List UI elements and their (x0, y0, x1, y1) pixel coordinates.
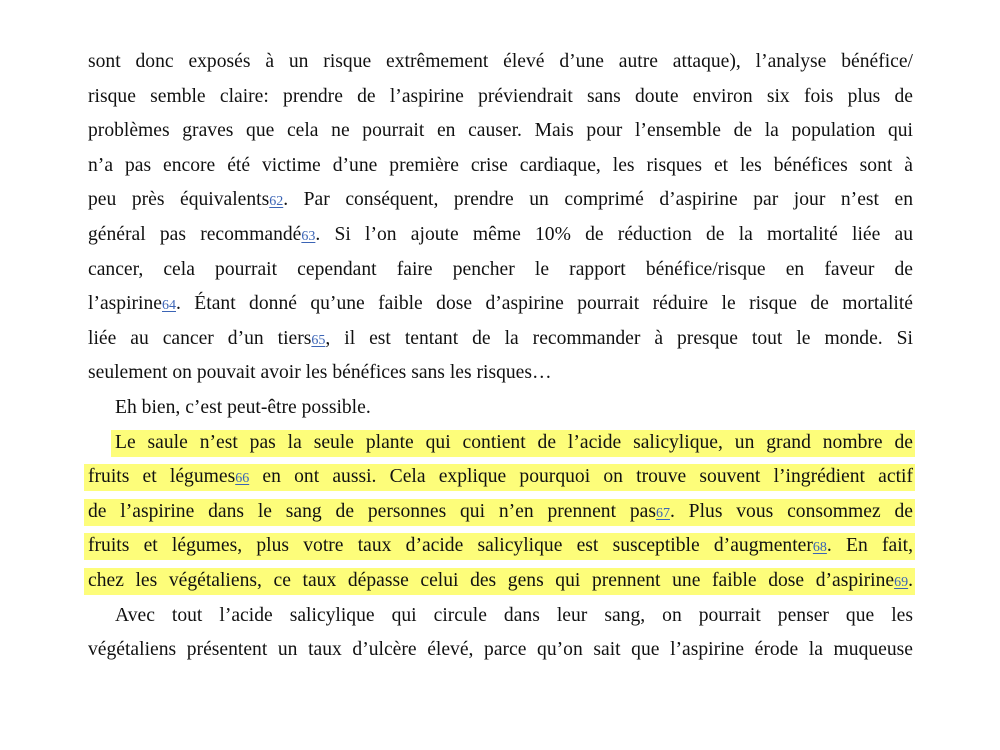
text-span: Avec tout l’acide salicylique qui circule dans leur sang, on pourrait penser que les (115, 604, 913, 626)
text-line (88, 391, 913, 426)
text-span: en ont aussi. Cela explique pourquoi on trouve souvent l’ingrédient actif (249, 466, 913, 488)
footnote-link[interactable]: 63 (301, 228, 316, 244)
footnote-link[interactable]: 62 (269, 194, 284, 210)
text-span: . Par conséquent, prendre un comprimé d’aspirine par jour n’est en (283, 189, 913, 211)
text-span: , il est tentant de la recommander à presque tout le monde. Si (325, 327, 913, 349)
text-line (88, 633, 913, 668)
text-line (88, 356, 913, 391)
text-line (88, 149, 913, 184)
document-page (88, 45, 913, 668)
text-span: peu près équivalents (88, 189, 270, 211)
highlighted-line (88, 495, 913, 530)
footnote-link[interactable]: 64 (162, 298, 176, 314)
text-span: risque semble claire: prendre de l’aspirine préviendrait sans doute environ six fois plus de (88, 85, 913, 107)
text-span: végétaliens présentent un taux d’ulcère élevé, parce qu’on sait que l’aspirine érode la muqueuse (88, 639, 913, 661)
text-span: . En fait, (826, 535, 913, 557)
text-span: liée au cancer d’un tiers (88, 327, 312, 349)
text-span: . Si l’on ajoute même 10% de réduction de la mortalité liée au (315, 223, 913, 245)
highlighted-line (88, 564, 913, 599)
footnote-link[interactable]: 68 (812, 540, 827, 556)
footnote-link[interactable]: 65 (311, 332, 326, 348)
text-span: . Étant donné qu’une faible dose d’aspirine pourrait réduire le risque de mortalité (176, 293, 913, 315)
footnote-link[interactable]: 67 (655, 505, 670, 521)
text-line (88, 80, 913, 115)
text-span: l’aspirine (88, 293, 162, 315)
text-span: problèmes graves que cela ne pourrait en causer. Mais pour l’ensemble de la population qui (88, 120, 913, 142)
highlighted-line (88, 529, 913, 564)
highlighted-line (88, 460, 913, 495)
text-line (88, 287, 913, 322)
text-span: général pas recommandé (88, 223, 302, 245)
text-line (88, 218, 913, 253)
text-line (88, 114, 913, 149)
text-span: cancer, cela pourrait cependant faire pencher le rapport bénéfice/risque en faveur de (88, 258, 913, 280)
text-line (88, 45, 913, 80)
text-line (88, 322, 913, 357)
text-span: . Plus vous consommez de (669, 500, 913, 522)
text-span: seulement on pouvait avoir les bénéfices sans les risques… (88, 362, 552, 384)
footnote-link[interactable]: 69 (894, 574, 909, 590)
text-span: fruits et légumes (88, 466, 236, 488)
text-span: fruits et légumes, plus votre taux d’acide salicylique est susceptible d’augmenter (88, 535, 813, 557)
highlighted-line (88, 426, 913, 461)
text-span: . (908, 569, 913, 591)
text-span: sont donc exposés à un risque extrêmement élevé d’une autre attaque), l’analyse bénéfice/ (88, 51, 913, 72)
text-span: de l’aspirine dans le sang de personnes qui n’en prennent pas (88, 500, 656, 522)
text-span: chez les végétaliens, ce taux dépasse celui des gens qui prennent une faible dose d’aspirine (88, 569, 895, 591)
text-span: n’a pas encore été victime d’une première crise cardiaque, les risques et les bénéfices sont à (88, 154, 913, 176)
text-line (88, 253, 913, 288)
footnote-link[interactable]: 66 (235, 471, 250, 487)
text-line (88, 183, 913, 218)
text-span: Eh bien, c’est peut-être possible. (115, 396, 371, 418)
text-line (88, 599, 913, 634)
text-span: Le saule n’est pas la seule plante qui contient de l’acide salicylique, un grand nombre de (115, 431, 913, 453)
